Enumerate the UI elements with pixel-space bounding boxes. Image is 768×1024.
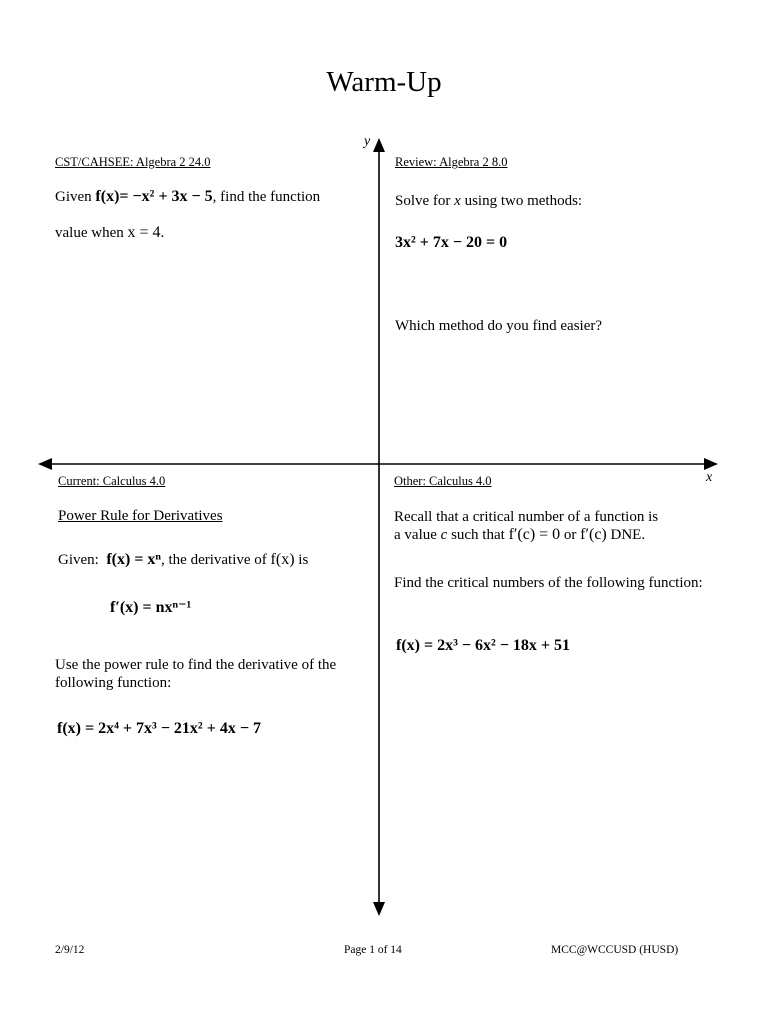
q3-header: Current: Calculus 4.0 (58, 474, 166, 488)
q2-instruction: Solve for x using two methods: (395, 193, 583, 209)
q1-condition: x = 4 (127, 224, 161, 241)
q1-fx: f(x) (95, 188, 120, 205)
q2-header: Review: Algebra 2 8.0 (395, 155, 508, 169)
x-axis-arrow-left (38, 458, 52, 470)
q4-recall-eq: f′(c) = 0 (508, 526, 561, 543)
y-axis-arrow-down (373, 902, 385, 916)
q3-given-eq: f(x) = xⁿ (106, 551, 161, 568)
x-axis-label: x (706, 470, 713, 485)
x-axis-arrow-right (704, 458, 718, 470)
q3-given-line: Given: f(x) = xⁿ, the derivative of f(x) is (58, 551, 309, 568)
y-axis-label: y (364, 134, 371, 149)
q1-header: CST/CAHSEE: Algebra 2 24.0 (55, 155, 211, 169)
q4-recall-dne-eq: f′(c) (580, 526, 607, 543)
q4-header: Other: Calculus 4.0 (394, 474, 492, 488)
y-axis-arrow-up (373, 138, 385, 152)
q1-given-line: Given f(x)= −x² + 3x − 5, find the function (55, 188, 321, 205)
page-title: Warm-Up (326, 66, 442, 98)
q3-power-rule: f′(x) = nxⁿ⁻¹ (110, 599, 192, 616)
footer-credit: MCC@WCCUSD (HUSD) (551, 944, 679, 956)
q2-equation: 3x² + 7x − 20 = 0 (395, 234, 508, 251)
q3-given-fx: f(x) (270, 551, 295, 568)
q3-function: f(x) = 2x⁴ + 7x³ − 21x² + 4x − 7 (57, 720, 261, 737)
q1-value-line: value when x = 4. (55, 224, 165, 241)
footer-page-number: Page 1 of 14 (344, 944, 402, 956)
q4-function: f(x) = 2x³ − 6x² − 18x + 51 (396, 637, 571, 654)
footer-date: 2/9/12 (55, 944, 85, 956)
q3-instruction: Use the power rule to find the derivative of the following function: (55, 657, 337, 691)
q4-find: Find the critical numbers of the following function: (394, 575, 703, 591)
q2-question: Which method do you find easier? (395, 318, 603, 334)
q1-expr: = −x² + 3x − 5 (119, 188, 213, 205)
q4-recall: Recall that a critical number of a function is a value c such that f′(c) = 0 or f′(c) DNE. (394, 509, 659, 543)
q3-subtitle: Power Rule for Derivatives (58, 508, 223, 524)
